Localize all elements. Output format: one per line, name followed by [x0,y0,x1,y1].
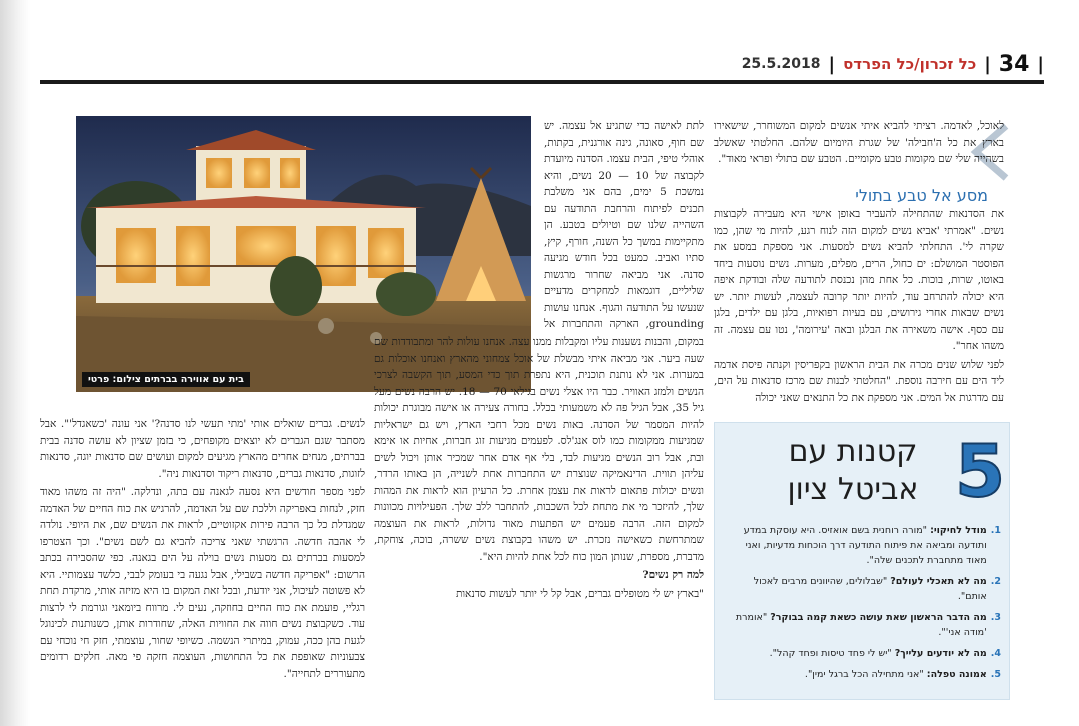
header-rule [40,80,1044,84]
section-name: כל זכרון/כל הפרדס [843,55,977,73]
paragraph: לתת לאישה כדי שתגיע אל עצמה. יש שם חוף, סאונה, גינה אורגנית, בקתות, אוהלי טיפי, הבית עצמו. הסדנה מיועדת לקבוצה של 10 — 20 נשים, והיא נמשכת 5 ימים, בהם אני משלבת תכנים לפיתוח והרחבת התודעה עם השהייה שלנו שם וטיולים בטבע. הן מתקיימות במשך כל השנה, חורף, קיץ, סתיו ואביב. כמעט בכל חודש מגיעה סדנה. אני מביאה שחרור מרגשות שליליים, דוגמאות למחקרים מדעיים שנעשו על התודעה והגוף. אנחנו עושות grounding, הארקה והתחברות אל [544,120,704,330]
box-number: 5 [955,429,1006,513]
qa-answer: "שבלולים, שהיוונים מרבים לאכול אותם". [753,576,987,602]
page-gutter-shadow [0,0,30,726]
article-subheading: מסע אל טבע בתולי [855,186,988,205]
qa-question: מודל לחיקוי: [930,525,987,536]
box-title: קטנות עם אביטל ציון [787,434,919,507]
issue-date: 25.5.2018 [741,56,821,72]
qa-number: 4. [990,648,1001,659]
qa-item [727,610,1001,640]
qa-question: אמונה טפלה: [926,669,987,680]
paragraph-question: למה רק נשים? [642,569,704,581]
article-column-right [714,206,1004,406]
paragraph: לנשים. גברים שואלים אותי 'מתי תעשי לנו סדנה?' אני עונה 'כשאגדל'". אבל מסתבר שגם הגברים לא יוצאים מקופחים, כי בזמן שציון לא עושה סדנה בבית בברתים, מנחים אחרים מהארץ מגיעים למקום ועושים שם סדנאות יוגה, סדנאות לזוגות, סדנאות גברים, סדנאות ריקוד וסדנאות ניה". [40,418,365,480]
qa-number: 3. [990,612,1001,623]
qa-item [727,574,1001,604]
page-number: 34 [998,51,1030,77]
interview-sidebar-box [714,422,1010,700]
article-column-middle-top [544,118,704,332]
qa-number: 2. [990,576,1001,587]
qa-item [727,646,1001,661]
qa-number: 5. [990,669,1001,680]
qa-answer: "יש לי פחד טיסות ופחד קהל". [769,648,892,659]
paragraph: לפני שלוש שנים מכרה את הבית הראשון בקפריסין וקנתה פיסת אדמה ליד הים עם חירבה נוספת. "החלטתי לבנות שם מרכז סדנאות על הים, עם מדרגות אל המים. אני מספקת את כל התנאים שאני יכולה [714,358,1004,404]
header-divider: | [1037,53,1044,75]
qa-answer: "אומרת 'מודה אני'". [735,612,987,638]
qa-answer: "מורה רוחנית בשם אואזיס. היא עוסקת במדע ותודעה ומביאה את פיתוח התודעה דרך הוכחות מדעיות, ואני מאוד מתחברת לתכנים שלה". [743,525,987,566]
article-column-left [40,416,365,706]
paragraph: את הסדנאות שהתחילה להעביר באופן אישי היא מעבירה לקבוצות נשים. "אמרתי 'אביא נשים למקום הזה לנוח רגע, להיות מי שהן, כמו שקרה לי'. התחלתי להביא נשים למסעות. אני מספקת במסע את הפוסטר המושלם: ים כחול, הרים, מפלים, מערות. נשים נוסעות ביחד באוטו, שרות, בוכות. כל אחת מהן נכנסת לתודעה שלה ובודקת איפה היא יכולה להתרחב עוד, להיות יותר קרובה לעצמה, לעשות יותר. יש נשים שבאות אחרי גירושים, עם בעיות רפואיות, בלגן עם ילדים, בלגן עם כסף. אישה משאירה את הבלגן ובאה 'עירומה', נטו עם עצמה. זה משהו אחר". [714,208,1004,352]
qa-list [727,523,1001,688]
qa-number: 1. [990,525,1001,536]
qa-question: מה לא יודעים עלייך? [894,648,987,659]
qa-question: מה לא תאכלי לעולם? [890,576,987,587]
qa-question: מה הדבר הראשון שאת עושה כשאת קמה בבוקר? [770,612,987,623]
page-header [734,50,1044,78]
header-divider: | [984,53,991,75]
paragraph: לפני מספר חודשים היא נסעה לגאנה עם בתה, ונדלקה. "היה זה משהו מאוד חזק, לנחות באפריקה וללכת שם על האדמה, להרגיש את כוח החיים של האדמה שמגדלת כל כך הרבה פירות אקזוטיים, לראות את הנשים שם, את היופי. נולדה לי אהבה חדשה. הרגשתי שאני צריכה להביא גם לשם נשים". וכך הצטרפו למסעות בברתים גם מסעות נשים בוילה על הים בגאנה. כפי שהסבירה בכתב הרשום: "אפריקה חדשה בשבילי, אבל נגעה בי בעומק לבבי, כלשד עצמותיי. היא לא פשוטה לעיכול, אני יודעת, ובכל זאת המקום בו היא מזיזה אותי, מרקדת תחת רגליי, פועמת את כוח החיים בחוזקה, נעים לי. מרווח ביומאני וגורמת לי לרצות עוד. כשקבוצת נשים חווה את החוויות האלה, שחודרות אותן, כשנותנות לכינוגל לגעת בהן ככה, עמוק, במיתרי הנשמה. כשיופי שחור, עוצמתי, חזק חי נוכחי עם צבעוניות שאופפת את כל התחושות, העוצמה חזקה פי מאה. חלקים רדומים מתעוררים לתחייה". [40,486,365,680]
qa-answer: "אני מתחילה הכל ברגל ימין". [804,669,924,680]
paragraph: לאוכל, לאדמה. רציתי להביא איתי אנשים למקום המשוחרר, שישאירו בארץ את כל ה'חבילה' של שגרת היומיום שלהם. החלטתי שאשלב בשהייה שלי שם מקומות טבע מקומיים. הטבע שם בתולי ופראי מאוד". [714,120,1004,165]
qa-item [727,523,1001,568]
article-column-middle-bottom [374,334,704,704]
paragraph: "בארץ יש לי מטופלים גברים, אבל קל לי יותר לעשות סדנאות [455,587,704,600]
header-divider: | [828,53,836,75]
qa-item [727,667,1001,682]
paragraph: במקום, והבנות נשענות עליו ומקבלות ממנו עצה. אנחנו עולות להר ומתבודדות שם שעה ביער. אני מביאה איתי מבשלת של אוכל צמחוני מהארץ ואנחנו אוכלות גם במערות. אני לא נותנת תוכנית, היא נתפרת תוך כדי המסע, תוך הקשבה לצרכי הנשים ולמזג האוויר. כבר היו אצלי נשים בגילאי 70 — 18. יש הרבה נשים מעל גיל 35, אבל הגיל פה לא משמעותי בכלל. בחורה צעירה או אישה מבוגרת יכולות להיות המסמר של הסדנה. באות נשים מכל רחבי הארץ, ויש גם ישראליות שמגיעות ממקומות כמו לוס אנג'לס. לפעמים מגיעות זוג חברות, אחיות או אימא ובת, אבל רוב הנשים מגיעות לבד, בלי אף אדם אחר שמכיר אותן ויכול לשים עליהן תווית. הדינאמיקה שנוצרת יש התחברות אחת לשנייה, הן באותו הרדר, ונשים יכולות פתאום לראות את עצמן אחרת. כל הרעיון הוא לראות את המהות שלך, להיזכר מי את מתחת לכל השכבות, להתחבר ללב שלך. הפעילויות מכוונות למקום הזה. הרבה פעמים יש הפתעות מאוד גדולות, לראות את העוצמה שמתרחשת כשאישה נזכרת. יש משהו בקבוצת נשים ששרה, בוכה, צוחקת, מדברת, מספרת, שנותן המון כוח לכל אחת להיות היא". [374,336,704,563]
photo-credit: בית עם אווירה בברתים צילום: פרטי [82,372,250,387]
article-column-right-intro [714,118,1004,188]
